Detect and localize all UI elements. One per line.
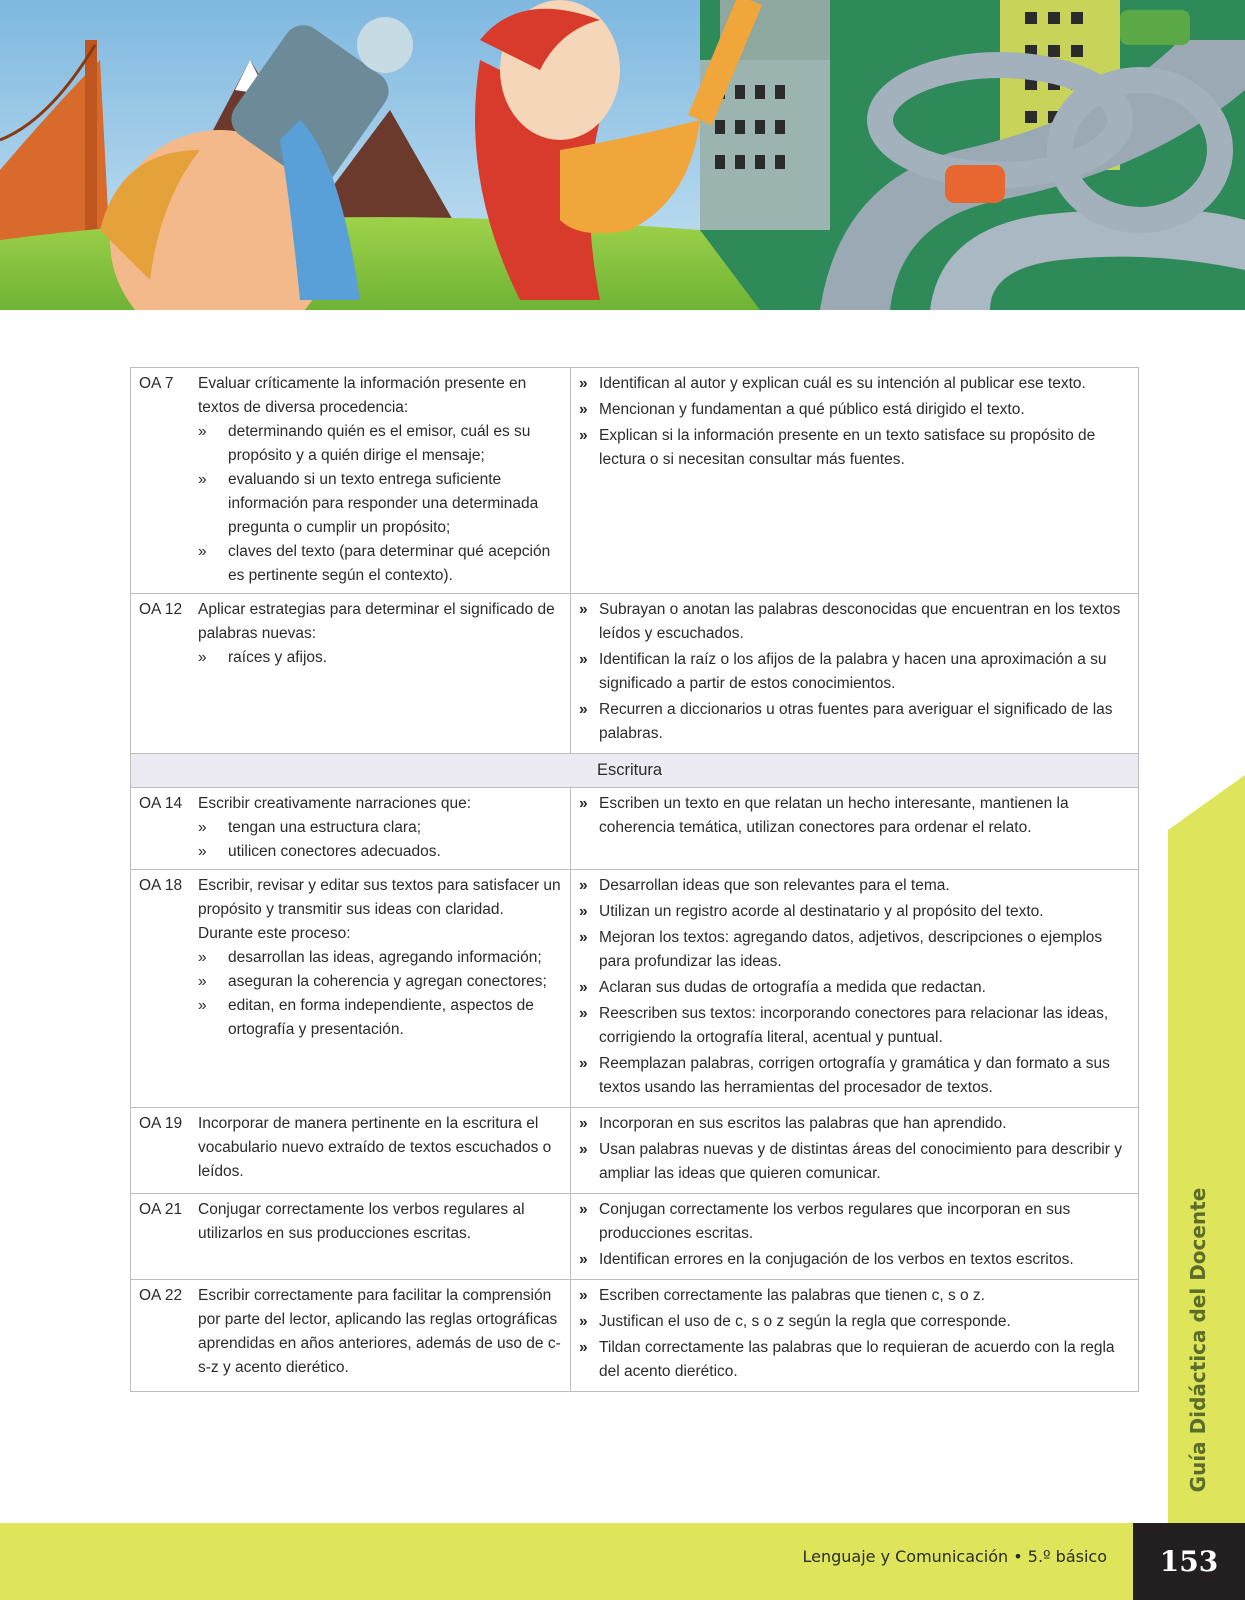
table-row bbox=[131, 1194, 1139, 1280]
bullet-mark: » bbox=[579, 979, 588, 996]
objective-text: Aplicar estrategias para determinar el significado de palabras nuevas: bbox=[198, 601, 555, 642]
side-label bbox=[1168, 1187, 1228, 1493]
indicators-cell bbox=[571, 1108, 1139, 1194]
indicator-item bbox=[579, 1138, 1130, 1186]
bullet-mark: » bbox=[198, 423, 207, 440]
subitem-text: raíces y afijos. bbox=[228, 649, 328, 666]
objective-text: Escribir correctamente para facilitar la comprensión por parte del lector, aplicando las reglas ortográficas aprendidas en años anteriores, además de uso de c-s-z y acento dierético. bbox=[198, 1287, 561, 1376]
indicator-item bbox=[579, 792, 1130, 840]
objective-subitem bbox=[198, 994, 562, 1042]
objective-text: Escribir, revisar y editar sus textos para satisfacer un propósito y transmitir sus ideas con claridad. Durante este proceso: bbox=[198, 877, 561, 942]
objective-cell bbox=[131, 870, 571, 1108]
indicator-text: Aclaran sus dudas de ortografía a medida que redactan. bbox=[599, 979, 986, 996]
objective-code: OA 12 bbox=[139, 601, 183, 618]
indicator-item bbox=[579, 874, 1130, 898]
objective-subitem bbox=[198, 540, 562, 588]
objective-subitem bbox=[198, 970, 562, 994]
bullet-mark: » bbox=[198, 819, 207, 836]
objective-text: Incorporar de manera pertinente en la escritura el vocabulario nuevo extraído de textos escuchados o leídos. bbox=[198, 1115, 552, 1180]
indicator-item bbox=[579, 1336, 1130, 1384]
indicator-item bbox=[579, 1112, 1130, 1136]
indicators-cell bbox=[571, 788, 1139, 870]
objective-body bbox=[198, 1198, 562, 1246]
bullet-mark: » bbox=[579, 1055, 588, 1072]
bullet-mark: » bbox=[198, 997, 207, 1014]
bullet-mark: » bbox=[198, 949, 207, 966]
table-row bbox=[131, 1280, 1139, 1392]
indicators-cell bbox=[571, 368, 1139, 594]
bullet-mark: » bbox=[198, 543, 207, 560]
indicator-item bbox=[579, 1284, 1130, 1308]
objective-code: OA 7 bbox=[139, 375, 174, 392]
indicator-text: Subrayan o anotan las palabras desconocidas que encuentran en los textos leídos y escuchados. bbox=[599, 601, 1121, 642]
indicator-item bbox=[579, 926, 1130, 974]
indicator-text: Desarrollan ideas que son relevantes para el tema. bbox=[599, 877, 950, 894]
bullet-mark: » bbox=[198, 649, 207, 666]
children-city-illustration-icon bbox=[0, 0, 1245, 310]
indicators-cell bbox=[571, 1280, 1139, 1392]
indicator-item bbox=[579, 1052, 1130, 1100]
indicator-item bbox=[579, 598, 1130, 646]
objective-subitem bbox=[198, 840, 562, 864]
indicator-text: Identifican al autor y explican cuál es su intención al publicar ese texto. bbox=[599, 375, 1086, 392]
banner-illustration bbox=[0, 0, 1245, 310]
objective-text: Escribir creativamente narraciones que: bbox=[198, 795, 472, 812]
bullet-mark: » bbox=[579, 701, 588, 718]
indicator-item bbox=[579, 976, 1130, 1000]
bullet-mark: » bbox=[579, 651, 588, 668]
objective-code: OA 19 bbox=[139, 1115, 183, 1132]
table-row bbox=[131, 368, 1139, 594]
indicator-item bbox=[579, 424, 1130, 472]
indicator-item bbox=[579, 1248, 1130, 1272]
page-number: 153 bbox=[1133, 1523, 1245, 1600]
objective-subitem bbox=[198, 468, 562, 540]
section-cell bbox=[131, 754, 1139, 788]
bullet-mark: » bbox=[198, 471, 207, 488]
bullet-mark: » bbox=[579, 427, 588, 444]
section-header bbox=[131, 754, 1139, 788]
table-row bbox=[131, 788, 1139, 870]
objective-cell bbox=[131, 368, 571, 594]
objective-block bbox=[139, 598, 562, 670]
objective-body bbox=[198, 792, 562, 864]
objective-cell bbox=[131, 594, 571, 754]
indicator-text: Escriben un texto en que relatan un hecho interesante, mantienen la coherencia temática, utilizan conectores para ordenar el relato. bbox=[599, 795, 1069, 836]
bullet-mark: » bbox=[198, 973, 207, 990]
indicator-text: Usan palabras nuevas y de distintas áreas del conocimiento para describir y ampliar las ideas que quieren comunicar. bbox=[599, 1141, 1122, 1182]
subitem-text: evaluando si un texto entrega suficiente información para responder una determinada pregunta o cumplir un propósito; bbox=[228, 471, 539, 536]
objective-body bbox=[198, 1284, 562, 1380]
indicator-text: Recurren a diccionarios u otras fuentes para averiguar el significado de las palabras. bbox=[599, 701, 1113, 742]
indicator-text: Escriben correctamente las palabras que tienen c, s o z. bbox=[599, 1287, 985, 1304]
indicators-cell bbox=[571, 1194, 1139, 1280]
footer bbox=[0, 1523, 1245, 1600]
indicator-text: Justifican el uso de c, s o z según la regla que corresponde. bbox=[599, 1313, 1011, 1330]
bullet-mark: » bbox=[579, 1201, 588, 1218]
objective-subitem bbox=[198, 946, 562, 970]
subitem-text: editan, en forma independiente, aspectos de ortografía y presentación. bbox=[228, 997, 534, 1038]
table-row bbox=[131, 870, 1139, 1108]
objective-cell bbox=[131, 1280, 571, 1392]
bullet-mark: » bbox=[579, 929, 588, 946]
objective-cell bbox=[131, 788, 571, 870]
indicator-text: Conjugan correctamente los verbos regulares que incorporan en sus producciones escritas. bbox=[599, 1201, 1071, 1242]
subitem-text: desarrollan las ideas, agregando información; bbox=[228, 949, 542, 966]
indicator-item bbox=[579, 698, 1130, 746]
objective-block bbox=[139, 1198, 562, 1246]
objectives-table bbox=[130, 367, 1139, 1392]
indicator-item bbox=[579, 398, 1130, 422]
objective-code: OA 18 bbox=[139, 877, 183, 894]
indicator-text: Mejoran los textos: agregando datos, adjetivos, descripciones o ejemplos para profundizar las ideas. bbox=[599, 929, 1103, 970]
objective-subitem bbox=[198, 816, 562, 840]
objective-block bbox=[139, 874, 562, 1042]
objective-block bbox=[139, 372, 562, 588]
indicator-text: Incorporan en sus escritos las palabras que han aprendido. bbox=[599, 1115, 1007, 1132]
bullet-mark: » bbox=[579, 1141, 588, 1158]
bullet-mark: » bbox=[579, 1313, 588, 1330]
objective-cell bbox=[131, 1194, 571, 1280]
objective-code: OA 14 bbox=[139, 795, 183, 812]
objective-block bbox=[139, 1284, 562, 1380]
bullet-mark: » bbox=[579, 795, 588, 812]
indicator-item bbox=[579, 1310, 1130, 1334]
objective-body bbox=[198, 874, 562, 1042]
bullet-mark: » bbox=[579, 601, 588, 618]
indicator-text: Explican si la información presente en un texto satisface su propósito de lectura o si necesitan consultar más fuentes. bbox=[599, 427, 1096, 468]
objective-code: OA 21 bbox=[139, 1201, 183, 1218]
objective-block bbox=[139, 1112, 562, 1184]
indicator-item bbox=[579, 900, 1130, 924]
section-title: Escritura bbox=[597, 761, 663, 779]
footer-text: Lenguaje y Comunicación • 5.º básico bbox=[802, 1547, 1107, 1566]
table-row bbox=[131, 594, 1139, 754]
bullet-mark: » bbox=[579, 903, 588, 920]
objective-body bbox=[198, 598, 562, 670]
section-row bbox=[131, 754, 1139, 788]
table-row bbox=[131, 1108, 1139, 1194]
bullet-mark: » bbox=[198, 843, 207, 860]
bullet-mark: » bbox=[579, 1115, 588, 1132]
bullet-mark: » bbox=[579, 1251, 588, 1268]
objective-block bbox=[139, 792, 562, 864]
bullet-mark: » bbox=[579, 375, 588, 392]
subitem-text: determinando quién es el emisor, cuál es su propósito y a quién dirige el mensaje; bbox=[228, 423, 531, 464]
indicator-item bbox=[579, 1002, 1130, 1050]
objective-body bbox=[198, 1112, 562, 1184]
indicators-cell bbox=[571, 594, 1139, 754]
indicator-text: Identifican errores en la conjugación de los verbos en textos escritos. bbox=[599, 1251, 1074, 1268]
reading-rows bbox=[131, 368, 1139, 754]
objective-cell bbox=[131, 1108, 571, 1194]
subitem-text: aseguran la coherencia y agregan conectores; bbox=[228, 973, 547, 990]
indicator-text: Mencionan y fundamentan a qué público está dirigido el texto. bbox=[599, 401, 1025, 418]
writing-rows bbox=[131, 788, 1139, 1392]
objective-text: Conjugar correctamente los verbos regulares al utilizarlos en sus producciones escritas. bbox=[198, 1201, 525, 1242]
objective-text: Evaluar críticamente la información presente en textos de diversa procedencia: bbox=[198, 375, 527, 416]
bullet-mark: » bbox=[579, 1339, 588, 1356]
indicator-text: Tildan correctamente las palabras que lo requieran de acuerdo con la regla del acento dierético. bbox=[599, 1339, 1115, 1380]
objective-subitem bbox=[198, 420, 562, 468]
indicators-cell bbox=[571, 870, 1139, 1108]
subitem-text: tengan una estructura clara; bbox=[228, 819, 422, 836]
objective-body bbox=[198, 372, 562, 588]
indicator-text: Identifican la raíz o los afijos de la palabra y hacen una aproximación a su significado a partir de estos conocimientos. bbox=[599, 651, 1107, 692]
bullet-mark: » bbox=[579, 1005, 588, 1022]
subitem-text: claves del texto (para determinar qué acepción es pertinente según el contexto). bbox=[228, 543, 551, 584]
bullet-mark: » bbox=[579, 877, 588, 894]
indicator-text: Reemplazan palabras, corrigen ortografía y gramática y dan formato a sus textos usando las herramientas del procesador de textos. bbox=[599, 1055, 1110, 1096]
objective-subitem bbox=[198, 646, 562, 670]
subitem-text: utilicen conectores adecuados. bbox=[228, 843, 441, 860]
objective-code: OA 22 bbox=[139, 1287, 183, 1304]
indicator-text: Reescriben sus textos: incorporando conectores para relacionar las ideas, corrigiendo la ortografía literal, acentual y puntual. bbox=[599, 1005, 1109, 1046]
side-label-text: Guía Didáctica del Docente bbox=[1186, 1187, 1210, 1493]
bullet-mark: » bbox=[579, 401, 588, 418]
indicator-item bbox=[579, 1198, 1130, 1246]
indicator-text: Utilizan un registro acorde al destinatario y al propósito del texto. bbox=[599, 903, 1044, 920]
bullet-mark: » bbox=[579, 1287, 588, 1304]
indicator-item bbox=[579, 372, 1130, 396]
indicator-item bbox=[579, 648, 1130, 696]
